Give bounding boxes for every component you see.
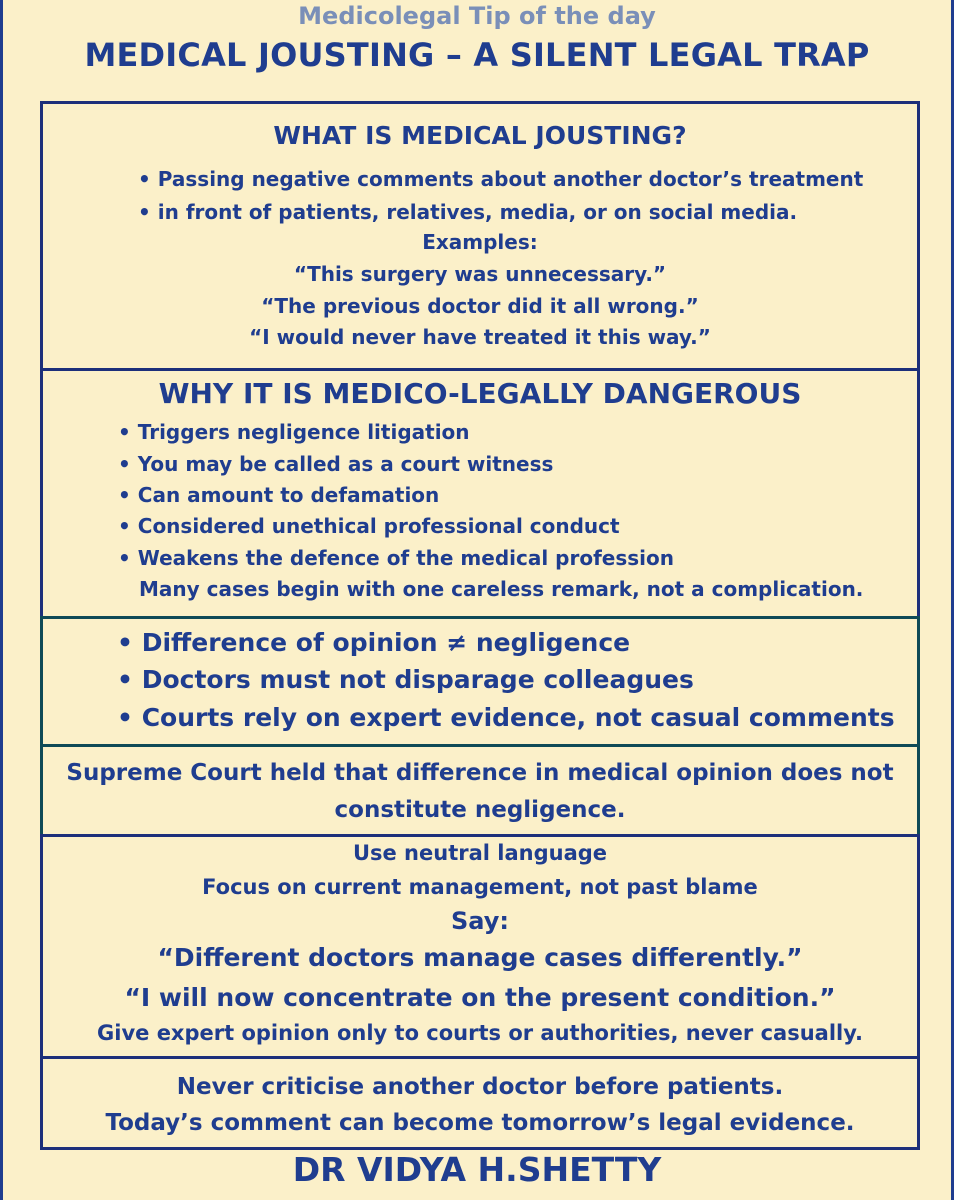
section1-bullet-2 (138, 200, 797, 224)
page-title: MEDICAL JOUSTING – A SILENT LEGAL TRAP (84, 36, 870, 74)
section2-bullet-4 (118, 514, 620, 538)
section2-bullet-5-text: Weakens the defence of the medical profession (137, 546, 675, 570)
example-quote-3: “I would never have treated it this way.” (249, 325, 711, 349)
bullet-dot-icon: • (118, 452, 131, 476)
bullet-dot-icon: • (118, 420, 131, 444)
section2-bullet-2-text: You may be called as a court witness (137, 452, 554, 476)
example-quote-1: “This surgery was unnecessary.” (293, 262, 667, 286)
section2-bullet-3-text: Can amount to defamation (137, 483, 440, 507)
section3-bullet-3-text: Courts rely on expert evidence, not casual comments (141, 703, 895, 732)
section-takeaway (40, 1056, 920, 1150)
section4-line-2: constitute negligence. (334, 797, 626, 823)
section2-bullet-5 (118, 546, 674, 570)
bullet-dot-icon: • (117, 703, 133, 732)
section1-bullet-2-text: in front of patients, relatives, media, or on social media. (157, 200, 798, 224)
section1-heading: WHAT IS MEDICAL JOUSTING? (273, 121, 687, 150)
section3-bullet-2-text: Doctors must not disparage colleagues (141, 665, 694, 694)
section6-line-1: Never criticise another doctor before patients. (176, 1074, 784, 1100)
example-quote-2: “The previous doctor did it all wrong.” (261, 294, 699, 318)
section2-heading: WHY IT IS MEDICO-LEGALLY DANGEROUS (158, 377, 802, 410)
section1-bullet-1 (138, 167, 863, 191)
section2-bullet-1 (118, 420, 470, 444)
section1-bullet-1-text: Passing negative comments about another doctor’s treatment (157, 167, 864, 191)
section-key-principles (40, 616, 920, 748)
section3-bullet-3 (117, 703, 895, 732)
section5-line-1: Use neutral language (352, 841, 608, 865)
say-quote-1: “Different doctors manage cases differently.” (157, 943, 803, 972)
author-signature: DR VIDYA H.SHETTY (292, 1150, 662, 1189)
bullet-dot-icon: • (118, 546, 131, 570)
section2-bullet-4-text: Considered unethical professional conduct (137, 514, 620, 538)
section5-line-2: Focus on current management, not past blame (202, 875, 758, 899)
section5-closing: Give expert opinion only to courts or authorities, never casually. (97, 1021, 863, 1045)
section2-bullet-2 (118, 452, 553, 476)
bullet-dot-icon: • (117, 628, 133, 657)
say-label: Say: (451, 907, 509, 935)
kicker-text: Medicolegal Tip of the day (298, 2, 656, 30)
section-how-to-respond (40, 834, 920, 1060)
bullet-dot-icon: • (118, 514, 131, 538)
section2-note: Many cases begin with one careless remark, not a complication. (139, 577, 864, 601)
bullet-dot-icon: • (117, 665, 133, 694)
section3-bullet-2 (117, 665, 694, 694)
section-why-dangerous (40, 368, 920, 620)
section-what-is-jousting (40, 101, 920, 371)
section2-bullet-3 (118, 483, 439, 507)
bullet-dot-icon: • (118, 483, 131, 507)
bullet-dot-icon: • (138, 167, 151, 191)
section4-line-1: Supreme Court held that difference in medical opinion does not (66, 760, 894, 786)
section2-bullet-1-text: Triggers negligence litigation (137, 420, 470, 444)
section6-line-2: Today’s comment can become tomorrow’s legal evidence. (105, 1110, 855, 1136)
section3-bullet-1-text: Difference of opinion ≠ negligence (141, 628, 631, 657)
section3-bullet-1 (117, 628, 630, 657)
bullet-dot-icon: • (138, 200, 151, 224)
examples-label: Examples: (422, 230, 538, 254)
say-quote-2: “I will now concentrate on the present condition.” (124, 983, 836, 1012)
section-supreme-court (40, 744, 920, 838)
